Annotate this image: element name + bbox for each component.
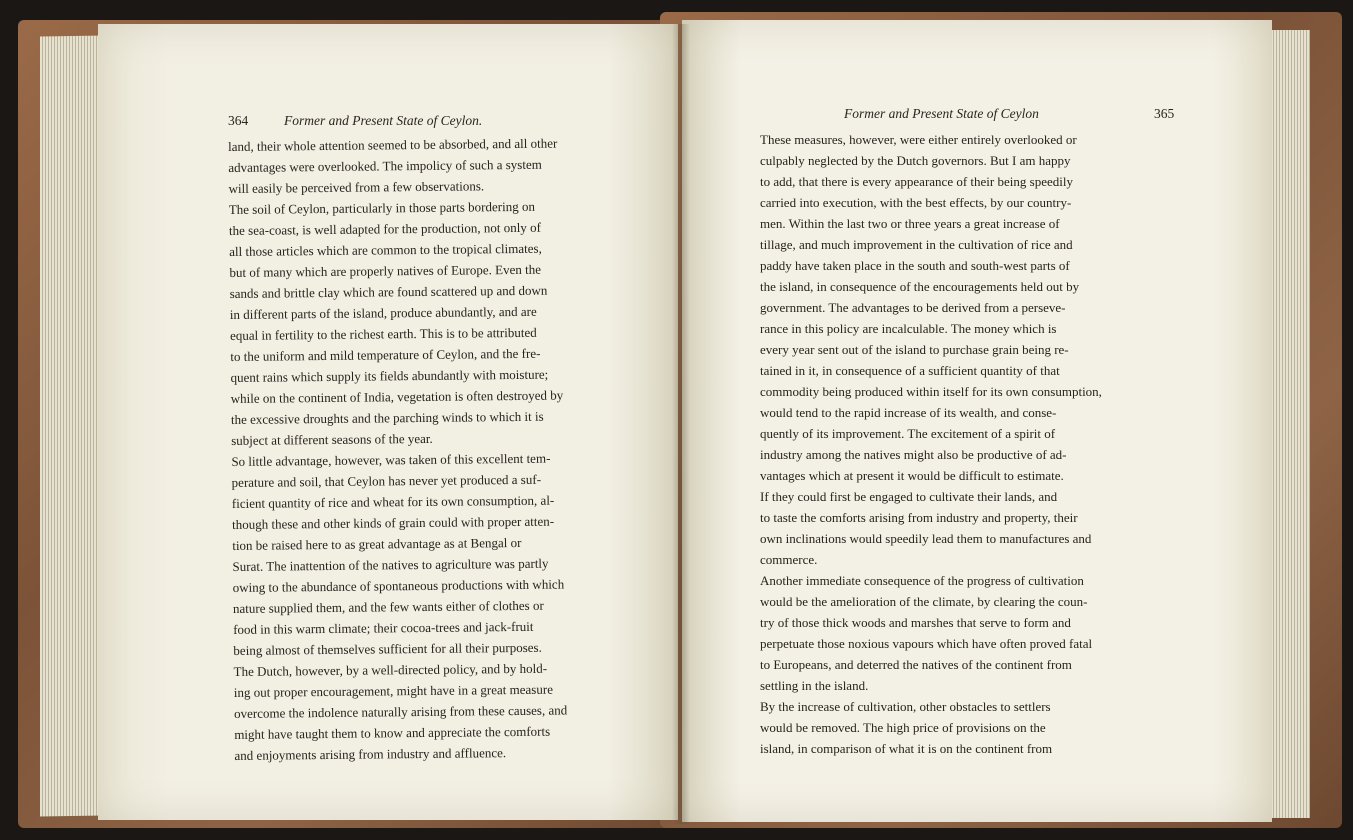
left-page-number: 364	[228, 113, 249, 128]
text-line: every year sent out of the island to purchase grain being re-	[760, 342, 1069, 357]
text-line: perature and soil, that Ceylon has never yet produced a suf-	[231, 471, 542, 490]
text-line: vantages which at present it would be difficult to estimate.	[760, 468, 1064, 483]
text-line: try of those thick woods and marshes that serve to form and	[760, 615, 1071, 630]
text-line: subject at different seasons of the year.	[231, 430, 433, 448]
text-line: the excessive droughts and the parching winds to which it is	[230, 408, 544, 427]
right-page-number: 365	[1154, 106, 1175, 121]
text-line: By the increase of cultivation, other obstacles to settlers	[760, 699, 1051, 714]
text-line: nature supplied them, and the few wants either of clothes or	[232, 597, 544, 616]
text-line: So little advantage, however, was taken of this excellent tem-	[231, 450, 551, 469]
text-line: commerce.	[760, 552, 818, 567]
text-line: to Europeans, and deterred the natives of the continent from	[760, 657, 1072, 672]
text-line: men. Within the last two or three years a great increase of	[760, 216, 1060, 231]
text-line: government. The advantages to be derived from a perseve-	[760, 300, 1066, 315]
left-page-edges	[40, 35, 104, 816]
text-line: paddy have taken place in the south and south-west parts of	[760, 258, 1070, 273]
text-line: advantages were overlooked. The impolicy of such a system	[228, 156, 542, 175]
text-line: own inclinations would speedily lead them to manufactures and	[760, 531, 1092, 546]
text-line: to taste the comforts arising from industry and property, their	[760, 510, 1078, 525]
text-line: the island, in consequence of the encouragements held out by	[760, 279, 1080, 294]
text-line: would be removed. The high price of provisions on the	[760, 720, 1046, 735]
text-line: might have taught them to know and appreciate the comforts	[234, 723, 551, 742]
text-line: carried into execution, with the best effects, by our country-	[760, 195, 1072, 210]
text-line: ing out proper encouragement, might have in a great measure	[233, 681, 553, 700]
text-line: the sea-coast, is well adapted for the production, not only of	[228, 219, 541, 238]
text-line: quently of its improvement. The excitement of a spirit of	[760, 426, 1056, 441]
right-running-title: Former and Present State of Ceylon	[844, 106, 1039, 121]
text-line: rance in this policy are incalculable. The money which is	[760, 321, 1057, 336]
right-page-edges	[1268, 30, 1310, 818]
text-line: If they could first be engaged to cultivate their lands, and	[760, 489, 1058, 504]
text-line: island, in comparison of what it is on the continent from	[760, 741, 1053, 756]
text-line: overcome the indolence naturally arising from these causes, and	[233, 702, 568, 721]
text-line: quent rains which supply its fields abundantly with moisture;	[230, 366, 549, 385]
text-line: commodity being produced within itself for its own consumption,	[760, 384, 1102, 399]
text-line: sands and brittle clay which are found scattered up and down	[229, 282, 548, 301]
text-line: tion be raised here to as great advantage as at Bengal or	[232, 534, 522, 553]
left-running-title: Former and Present State of Ceylon.	[284, 113, 483, 128]
text-line: The Dutch, however, by a well-directed policy, and by hold-	[233, 660, 548, 679]
text-line: being almost of themselves sufficient for all their purposes.	[233, 639, 542, 658]
text-line: to the uniform and mild temperature of Ceylon, and the fre-	[230, 345, 541, 364]
right-page-header	[746, 106, 1190, 126]
text-line: tillage, and much improvement in the cultivation of rice and	[760, 237, 1073, 252]
text-line: Another immediate consequence of the progress of cultivation	[760, 573, 1084, 588]
text-line: all those articles which are common to the tropical climates,	[229, 240, 542, 259]
left-page-header	[228, 113, 648, 133]
text-line: to add, that there is every appearance of their being speedily	[760, 174, 1073, 189]
book-gutter	[672, 24, 690, 824]
text-line: food in this warm climate; their cocoa-trees and jack-fruit	[233, 618, 534, 637]
right-page-text	[760, 129, 1185, 759]
text-line: equal in fertility to the richest earth. This is to be attributed	[230, 324, 537, 343]
text-line: but of many which are properly natives of Europe. Even the	[229, 261, 542, 280]
text-line: though these and other kinds of grain could with proper atten-	[231, 513, 555, 532]
text-line: in different parts of the island, produce abundantly, and are	[229, 303, 537, 322]
text-line: culpably neglected by the Dutch governors. But I am happy	[760, 153, 1071, 168]
text-line: These measures, however, were either entirely overlooked or	[760, 132, 1077, 147]
text-line: would tend to the rapid increase of its wealth, and conse-	[760, 405, 1057, 420]
text-line: Surat. The inattention of the natives to agriculture was partly	[232, 555, 549, 574]
text-line: settling in the island.	[760, 678, 869, 693]
left-page-text	[228, 132, 640, 766]
text-line: ficient quantity of rice and wheat for its own consumption, al-	[231, 492, 555, 511]
text-line: will easily be perceived from a few observations.	[228, 178, 485, 196]
text-line: tained in it, in consequence of a sufficient quantity of that	[760, 363, 1060, 378]
text-line: industry among the natives might also be productive of ad-	[760, 447, 1067, 462]
text-line: while on the continent of India, vegetation is often destroyed by	[230, 387, 564, 406]
text-line: and enjoyments arising from industry and affluence.	[234, 745, 507, 763]
text-line: The soil of Ceylon, particularly in those parts bordering on	[228, 198, 535, 217]
text-line: perpetuate those noxious vapours which have often proved fatal	[760, 636, 1093, 651]
text-line: owing to the abundance of spontaneous productions with which	[232, 576, 565, 595]
text-line: land, their whole attention seemed to be absorbed, and all other	[228, 135, 558, 154]
text-line: would be the amelioration of the climate, by clearing the coun-	[760, 594, 1088, 609]
